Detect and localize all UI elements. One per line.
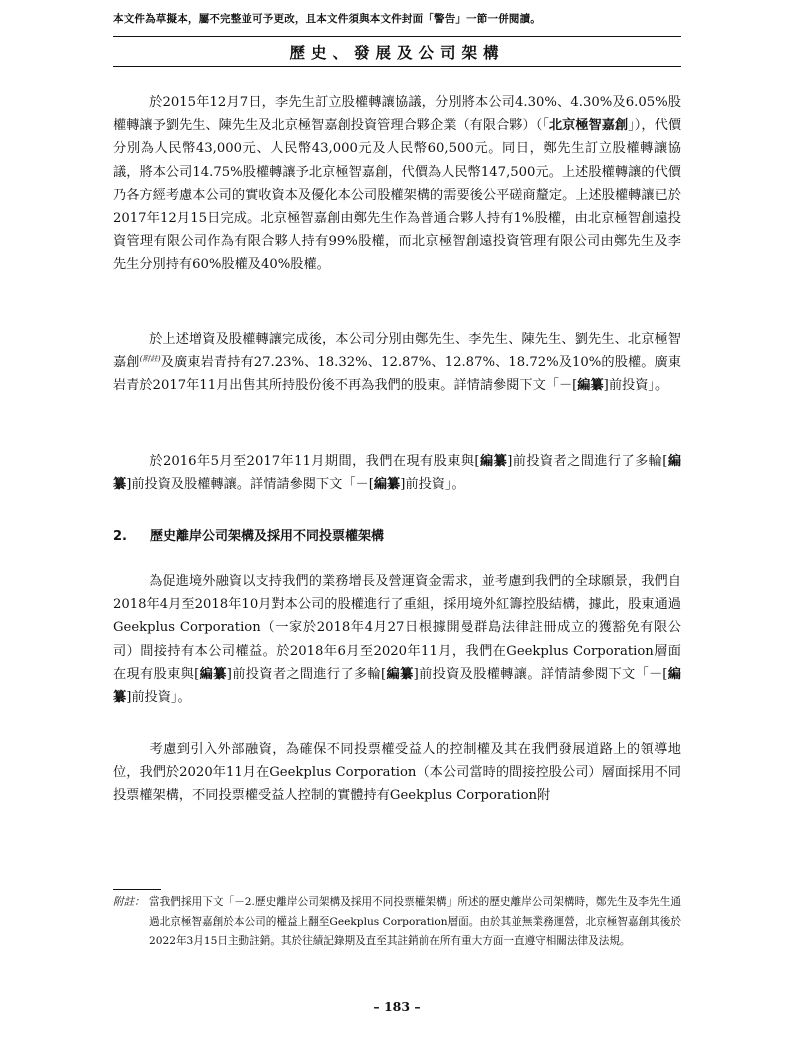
draft-disclaimer: 本文件為草擬本，屬不完整並可予更改，且本文件須與本文件封面「警告」一節一併閱讀。 [113, 13, 541, 25]
paragraph-weighted-voting-rights [113, 738, 681, 808]
redacted-term: 編纂 [577, 378, 604, 394]
redacted-term: 編纂 [113, 454, 682, 493]
text-run: ]前投資及股權轉讓。詳情請參閱下文「－[ [126, 477, 374, 493]
subheading-number: 2. [113, 529, 127, 544]
redacted-term: 編纂 [199, 666, 227, 682]
section-title: 歷史、發展及公司架構 [289, 44, 505, 62]
text-run: ]前投資者之間進行了多輪[ [507, 454, 668, 469]
subheading-text: 歷史離岸公司架構及採用不同投票權架構 [150, 529, 385, 544]
paragraph-share-transfer-2015 [113, 91, 681, 277]
paragraph-offshore-restructuring [113, 570, 681, 709]
text-run: 」），代價分別為人民幣43,000元、人民幣43,000元及人民幣60,500元。同日，鄭先生訂立股權轉讓協議，將本公司14.75%股權轉讓予北京極智嘉創，代價為人民幣147,500元。上述股權轉讓的代價乃各方經考慮本公司的實收資本及優化本公司股權架構的需要後公平磋商釐定。上述股權轉讓已於2017年12月15日完成。北京極智嘉創由鄭先生作為普通合夥人持有1%股權，由北京極智創遠投資管理有限公司作為有限合夥人持有99%股權，而北京極智創遠投資管理有限公司由鄭先生及李先生分別持有60%股權及40%股權。 [113, 118, 682, 273]
footnote [113, 893, 681, 952]
text-run: 於上述增資及股權轉讓完成後，本公司分別由鄭先生、李先生、陳先生、劉先生、北京極智嘉創 [113, 332, 681, 371]
text-run: 及廣東岩青持有27.23%、18.32%、12.87%、12.87%、18.72%及10%的股權。廣東岩青於2017年11月出售其所持股份後不再為我們的股東。詳情請參閱下文「－[ [113, 355, 682, 394]
text-run: 考慮到引入外部融資，為確保不同投票權受益人的控制權及其在我們發展道路上的領導地位，我們於2020年11月在Geekplus Corporation（本公司當時的間接控股公司）層面採用不同投票權架構，不同投票權受益人控制的實體持有Geekplus Corporation附 [113, 742, 681, 804]
footnote-rule [113, 889, 161, 890]
text-run: 於2016年5月至2017年11月期間，我們在現有股東與[ [149, 454, 480, 469]
paragraph-shareholding-after-transfer [113, 328, 681, 398]
redacted-term: 編纂 [386, 666, 414, 682]
note-reference: (附註) [139, 354, 161, 364]
text-run: ]前投資」。 [603, 378, 669, 394]
redacted-term: 編纂 [479, 454, 508, 469]
text-run: ]前投資者之間進行了多輪[ [226, 666, 387, 682]
text-run: 於2015年12月7日，李先生訂立股權轉讓協議，分別將本公司4.30%、4.30%及6.05%股權轉讓予劉先生、陳先生及北京極智嘉創投資管理合夥企業（有限合夥）（「 [113, 95, 681, 134]
redacted-term: 編纂 [113, 666, 681, 706]
subheading-offshore-structure [113, 525, 681, 544]
defined-term: 北京極智嘉創 [548, 118, 629, 134]
page-number: – 183 – [373, 999, 421, 1014]
text-run: 為促進境外融資以支持我們的業務增長及營運資金需求，並考慮到我們的全球願景，我們自2018年4月至2018年10月對本公司的股權進行了重組，採用境外紅籌控股結構，據此，股東通過Geekplus Corporation（一家於2018年4月27日根據開曼群島法律註冊成立的獲豁免有限公司）間接持有本公司權益。於2018年6月至2020年11月，我們在Geekplus Corporation層面在現有股東與[ [113, 574, 681, 682]
footnote-text: 當我們採用下文「－2.歷史離岸公司架構及採用不同投票權架構」所述的歷史離岸公司架構時，鄭先生及李先生通過北京極智嘉創於本公司的權益上翻至Geekplus Corporation層面。由於其並無業務運營，北京極智嘉創其後於2022年3月15日主動註銷。其於往績記錄期及直至其註銷前在所有重大方面一直遵守相關法律及法規。 [149, 896, 681, 947]
text-run: ]前投資」。 [126, 690, 191, 706]
paragraph-pre-investments-2016-2017 [113, 450, 681, 496]
redacted-term: 編纂 [373, 477, 401, 493]
title-rule [113, 66, 681, 67]
header-rule [113, 36, 681, 37]
text-run: ]前投資及股權轉讓。詳情請參閱下文「－[ [413, 666, 668, 682]
text-run: ]前投資」。 [400, 477, 465, 493]
footnote-label: 附註： [113, 896, 145, 908]
